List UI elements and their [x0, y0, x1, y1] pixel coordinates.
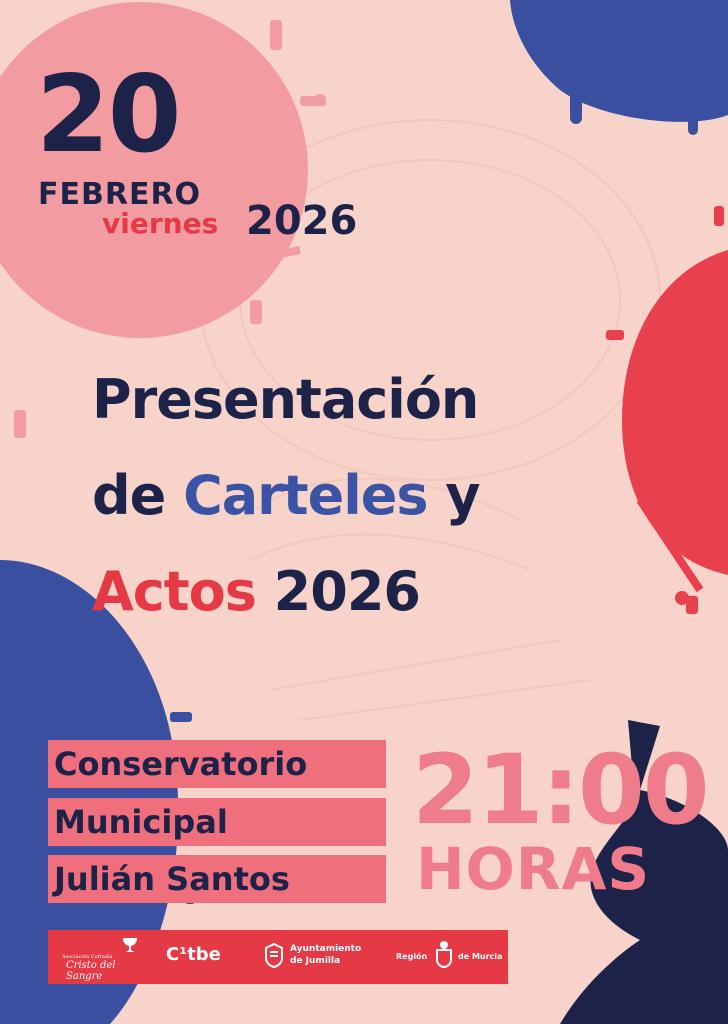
event-year: 2026	[246, 198, 358, 244]
title-word-actos: Actos	[92, 560, 256, 623]
title-word-year: 2026	[273, 560, 420, 623]
event-weekday: viernes	[102, 207, 219, 240]
ayuntamiento-line-1: Ayuntamiento	[290, 944, 362, 954]
event-day: 20	[36, 53, 180, 176]
venue-line-3: Julián Santos	[48, 855, 386, 903]
title-line-1	[92, 352, 692, 448]
blue-drum-top-right	[510, 0, 728, 135]
title-word-carteles: Carteles	[183, 464, 428, 527]
ayuntamiento-line-2: de Jumilla	[290, 956, 341, 966]
cotbe-logo: C¹tbe	[166, 944, 221, 965]
jumilla-shield-icon	[264, 942, 284, 968]
ayuntamiento-logo	[264, 940, 374, 976]
event-title	[92, 352, 692, 640]
venue-line-1: Conservatorio	[48, 740, 386, 788]
title-line-3	[92, 544, 692, 640]
venue-line-2: Municipal	[48, 798, 386, 846]
title-word-presentacion: Presentación	[92, 368, 479, 431]
event-month: FEBRERO	[38, 177, 202, 212]
cofradia-name: Cristo del Sangre	[66, 960, 116, 982]
region-text-b: de Murcia	[458, 952, 503, 961]
murcia-crest-icon	[434, 940, 454, 968]
event-time-unit: HORAS	[416, 835, 651, 903]
region-text-a: Región	[396, 952, 428, 961]
region-murcia-logo	[396, 940, 506, 976]
event-time: 21:00	[412, 734, 708, 846]
cofradia-small-text: Asociación Cofradía	[62, 954, 113, 960]
title-word-de: de	[92, 464, 166, 527]
cofradia-logo	[62, 936, 148, 982]
chalice-icon	[120, 936, 140, 954]
title-line-2	[92, 448, 692, 544]
sponsor-logo-bar	[48, 930, 508, 984]
title-word-y: y	[445, 464, 480, 527]
